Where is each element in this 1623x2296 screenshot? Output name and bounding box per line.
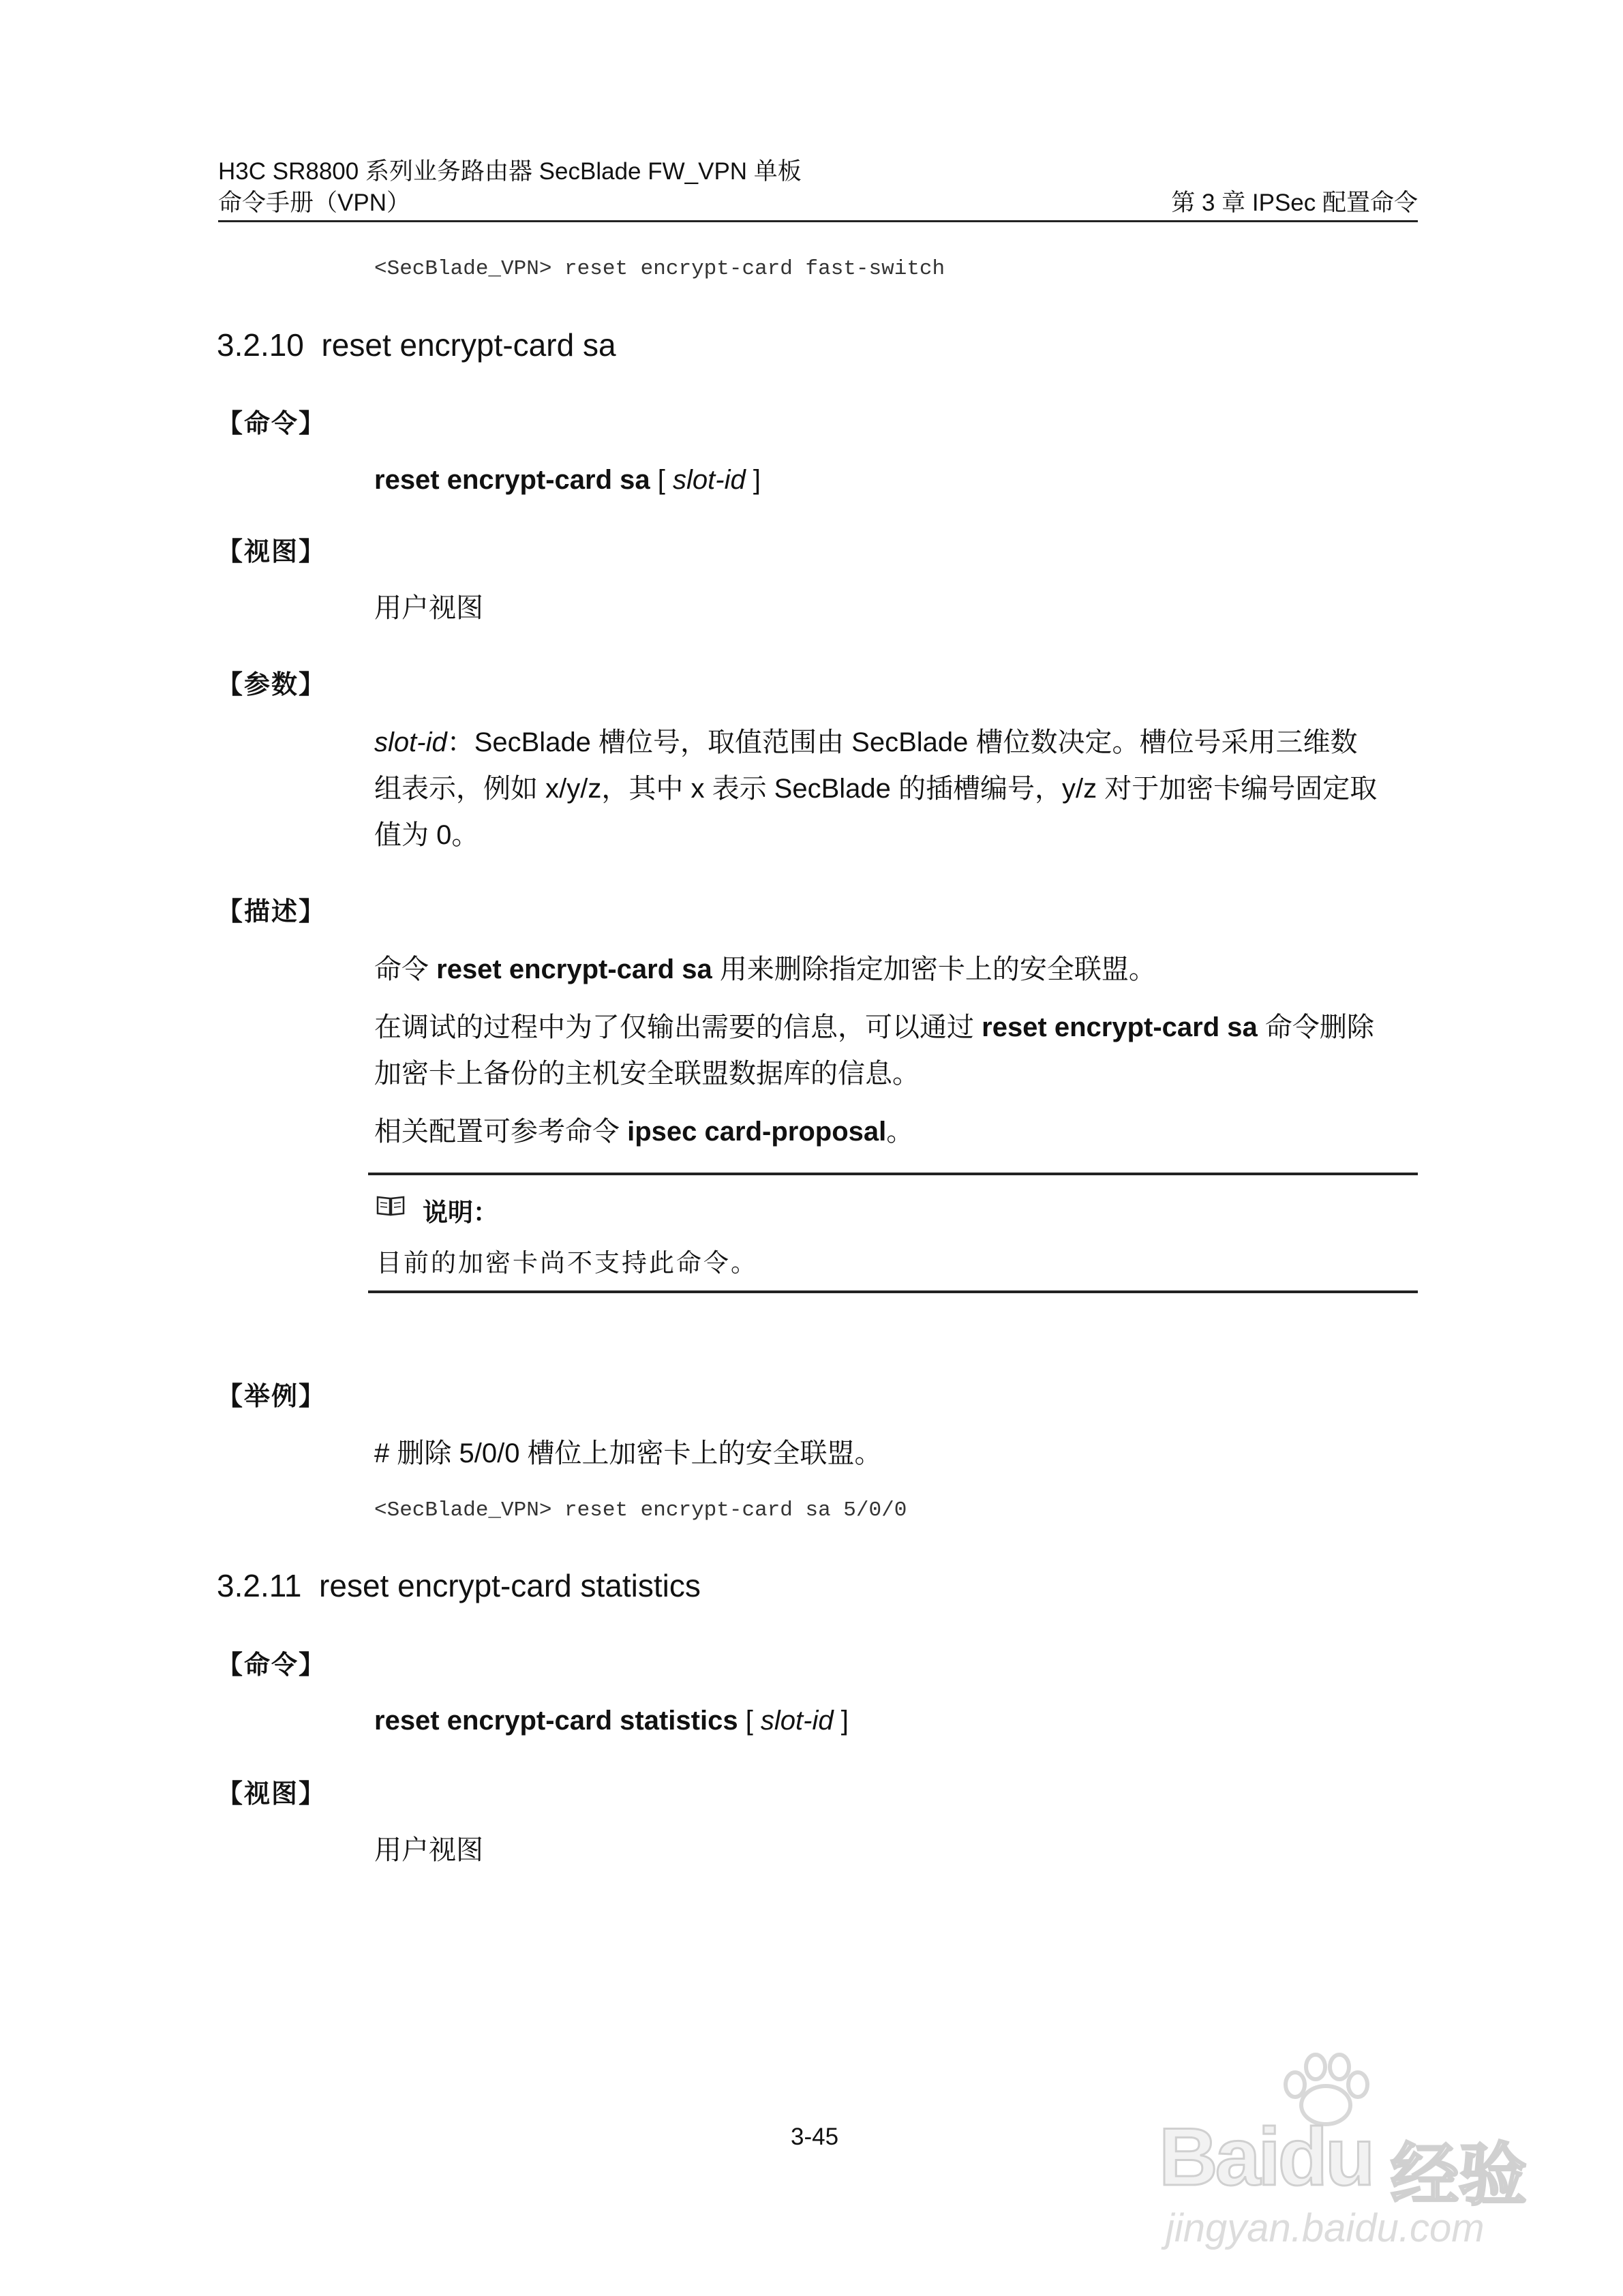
view-tag: 【视图】: [217, 538, 327, 567]
desc1-command: reset encrypt-card sa: [436, 954, 712, 984]
parameter-tag: 【参数】: [217, 671, 327, 699]
desc2-line-1: [374, 1004, 1417, 1051]
desc2-post: 命令删除: [1257, 1012, 1374, 1042]
view-text-2: 用户视图: [374, 1835, 483, 1865]
description-tag: 【描述】: [217, 898, 327, 926]
command-syntax-2: [374, 1697, 849, 1744]
view-tag-2: 【视图】: [217, 1780, 327, 1809]
view-text: 用户视图: [374, 593, 483, 623]
description-line-1: [374, 946, 1417, 993]
command-syntax: [374, 457, 761, 503]
parameter-description: [374, 719, 1417, 858]
description-para-2: [374, 1004, 1417, 1097]
watermark-url: jingyan.baidu.com: [1166, 2206, 1485, 2250]
header-manual-name: 命令手册（VPN）: [218, 190, 410, 216]
desc3-pre: 相关配置可参考命令: [374, 1117, 628, 1147]
command-keyword: reset encrypt-card statistics: [374, 1706, 738, 1736]
param-name: slot-id: [374, 727, 447, 757]
section-title: reset encrypt-card sa: [321, 327, 616, 363]
desc2-line-2: 加密卡上备份的主机安全联盟数据库的信息。: [374, 1059, 920, 1089]
desc2-pre: 在调试的过程中为了仅输出需要的信息，可以通过: [374, 1012, 982, 1042]
note-bottom-rule: [368, 1290, 1418, 1293]
command-tag-2: 【命令】: [217, 1651, 327, 1680]
description-line-3: [374, 1108, 1417, 1155]
watermark-brand: [1159, 2110, 1372, 2204]
header-title: H3C SR8800 系列业务路由器 SecBlade FW_VPN 单板: [218, 158, 802, 185]
section-heading-3-2-11: [217, 1567, 701, 1605]
bracket-close: ]: [833, 1706, 849, 1736]
page-number: 3-45: [791, 2124, 839, 2150]
desc1-post: 用来删除指定加密卡上的安全联盟。: [712, 954, 1156, 984]
command-param: slot-id: [760, 1706, 834, 1736]
baidu-watermark: [1159, 2052, 1568, 2256]
bracket-open: [: [650, 465, 673, 495]
command-keyword: reset encrypt-card sa: [374, 465, 650, 495]
header-rule: [218, 220, 1418, 222]
desc3-post: 。: [886, 1117, 914, 1147]
section-number: 3.2.11: [217, 1568, 302, 1603]
bracket-close: ]: [745, 465, 761, 495]
watermark-brand-cn: 经验: [1391, 2137, 1527, 2214]
desc2-command: reset encrypt-card sa: [982, 1012, 1258, 1042]
book-icon: [376, 1194, 405, 1216]
param-line-1-text: ：SecBlade 槽位号，取值范围由 SecBlade 槽位数决定。槽位号采用三维数: [446, 727, 1358, 757]
header-chapter: 第 3 章 IPSec 配置命令: [1171, 190, 1418, 216]
command-param: slot-id: [673, 465, 746, 495]
example-text: # 删除 5/0/0 槽位上加密卡上的安全联盟。: [374, 1438, 882, 1468]
note-text: 目前的加密卡尚不支持此命令。: [376, 1248, 758, 1278]
section-title: reset encrypt-card statistics: [319, 1568, 701, 1603]
example-tag: 【举例】: [217, 1383, 327, 1411]
desc1-pre: 命令: [374, 954, 437, 984]
param-line-1: [374, 719, 1417, 766]
code-reset-sa: <SecBlade_VPN> reset encrypt-card sa 5/0/0: [374, 1498, 907, 1522]
param-line-2: 组表示，例如 x/y/z，其中 x 表示 SecBlade 的插槽编号，y/z 对于加密卡编号固定取: [374, 774, 1378, 804]
watermark-brand-bai: Bai: [1159, 2111, 1278, 2203]
note-title: 说明：: [423, 1198, 498, 1226]
command-tag: 【命令】: [217, 410, 327, 438]
watermark-brand-du: du: [1277, 2111, 1373, 2203]
note-top-rule: [368, 1173, 1418, 1175]
section-heading-3-2-10: [217, 326, 616, 364]
code-fast-switch: <SecBlade_VPN> reset encrypt-card fast-switch: [374, 257, 945, 281]
bracket-open: [: [738, 1706, 761, 1736]
desc3-command: ipsec card-proposal: [627, 1117, 887, 1147]
section-number: 3.2.10: [217, 327, 304, 363]
param-line-3: 值为 0。: [374, 820, 479, 850]
